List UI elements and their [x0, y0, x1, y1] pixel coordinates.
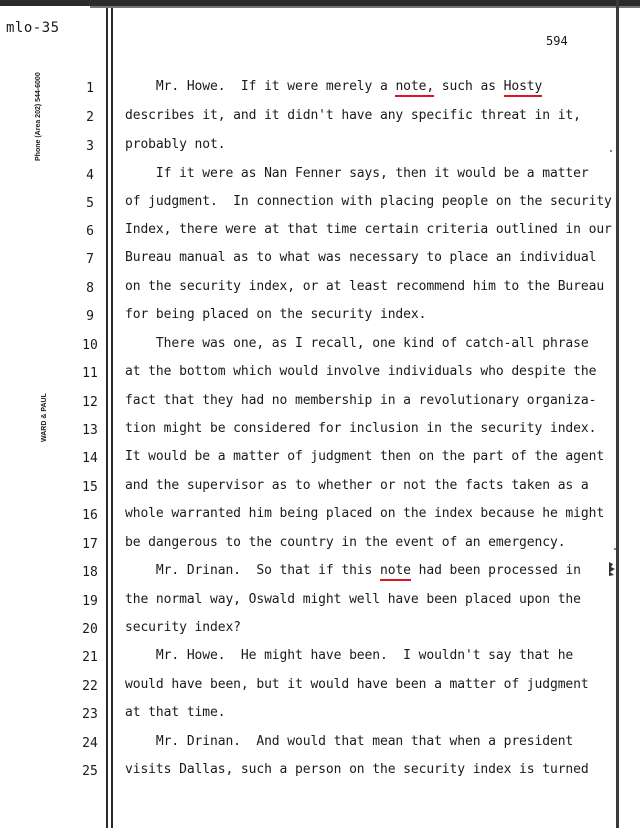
line-number: 11 [82, 366, 98, 381]
line-segment: such as [434, 79, 504, 94]
scan-speck [614, 548, 616, 550]
left-margin-rule-outer [106, 8, 108, 828]
right-margin-rule [616, 0, 619, 828]
scan-speck [610, 150, 612, 152]
line-number: 21 [82, 650, 98, 665]
ink-blot [607, 560, 617, 578]
transcript-line: If it were as Nan Fenner says, then it would be a matter [125, 166, 589, 181]
transcript-line: Mr. Howe. He might have been. I wouldn't say that he [125, 648, 574, 663]
underlined-term: Hosty [504, 79, 543, 97]
line-segment: Mr. Howe. If it were merely a [125, 79, 396, 94]
line-number: 16 [82, 508, 98, 523]
line-number: 2 [86, 110, 94, 125]
line-segment: had been processed in [410, 563, 581, 578]
transcript-line: describes it, and it didn't have any specific threat in it, [125, 108, 581, 123]
transcript-line: on the security index, or at least recommend him to the Bureau [125, 279, 605, 294]
line-number: 17 [82, 537, 98, 552]
line-number: 15 [82, 480, 98, 495]
transcript-line: at the bottom which would involve individuals who despite the [125, 364, 597, 379]
line-number: 4 [86, 168, 94, 183]
transcript-line: would have been, but it would have been a matter of judgment [125, 677, 589, 692]
line-number: 13 [82, 423, 98, 438]
line-segment: Mr. Drinan. So that if this [125, 563, 380, 578]
transcript-line: There was one, as I recall, one kind of catch-all phrase [125, 336, 589, 351]
file-id: mlo-35 [6, 20, 60, 36]
line-number: 19 [82, 594, 98, 609]
transcript-line: the normal way, Oswald might well have been placed upon the [125, 592, 581, 607]
line-number: 12 [82, 395, 98, 410]
transcript-line: for being placed on the security index. [125, 307, 427, 322]
line-number: 14 [82, 451, 98, 466]
transcript-line: visits Dallas, such a person on the security index is turned [125, 762, 589, 777]
transcript-line: Mr. Drinan. And would that mean that when a president [125, 734, 574, 749]
underlined-term: note [380, 563, 411, 581]
line-number: 9 [86, 309, 94, 324]
line-number: 5 [86, 196, 94, 211]
line-number: 10 [82, 338, 98, 353]
transcript-line: It would be a matter of judgment then on the part of the agent [125, 449, 605, 464]
transcript-line: tion might be considered for inclusion in the security index. [125, 421, 597, 436]
transcript-line: and the supervisor as to whether or not the facts taken as a [125, 478, 589, 493]
line-number: 8 [86, 281, 94, 296]
line-number: 18 [82, 565, 98, 580]
transcript-line: probably not. [125, 137, 226, 152]
transcript-line: security index? [125, 620, 241, 635]
transcript-line: of judgment. In connection with placing people on the security [125, 194, 612, 209]
line-number: 3 [86, 139, 94, 154]
line-number: 25 [82, 764, 98, 779]
line-number: 6 [86, 224, 94, 239]
transcript-line [125, 79, 542, 94]
transcript-line: whole warranted him being placed on the index because he might [125, 506, 605, 521]
line-number: 22 [82, 679, 98, 694]
line-number: 20 [82, 622, 98, 637]
top-scan-edge-inner [90, 6, 640, 8]
page-number: 594 [546, 34, 568, 48]
line-number: 1 [86, 81, 94, 96]
left-margin-rule-inner [111, 8, 113, 828]
phone-stamp: Phone (Area 202) 544-6000 [35, 72, 42, 161]
line-number: 23 [82, 707, 98, 722]
firm-stamp: WARD & PAUL [41, 393, 48, 442]
transcript-line: be dangerous to the country in the event of an emergency. [125, 535, 566, 550]
line-number: 24 [82, 736, 98, 751]
line-number: 7 [86, 252, 94, 267]
transcript-line [125, 563, 581, 578]
transcript-line: at that time. [125, 705, 226, 720]
transcript-line: Index, there were at that time certain criteria outlined in our [125, 222, 612, 237]
transcript-line: Bureau manual as to what was necessary to place an individual [125, 250, 597, 265]
underlined-term: note, [395, 79, 434, 97]
transcript-line: fact that they had no membership in a revolutionary organiza- [125, 393, 597, 408]
